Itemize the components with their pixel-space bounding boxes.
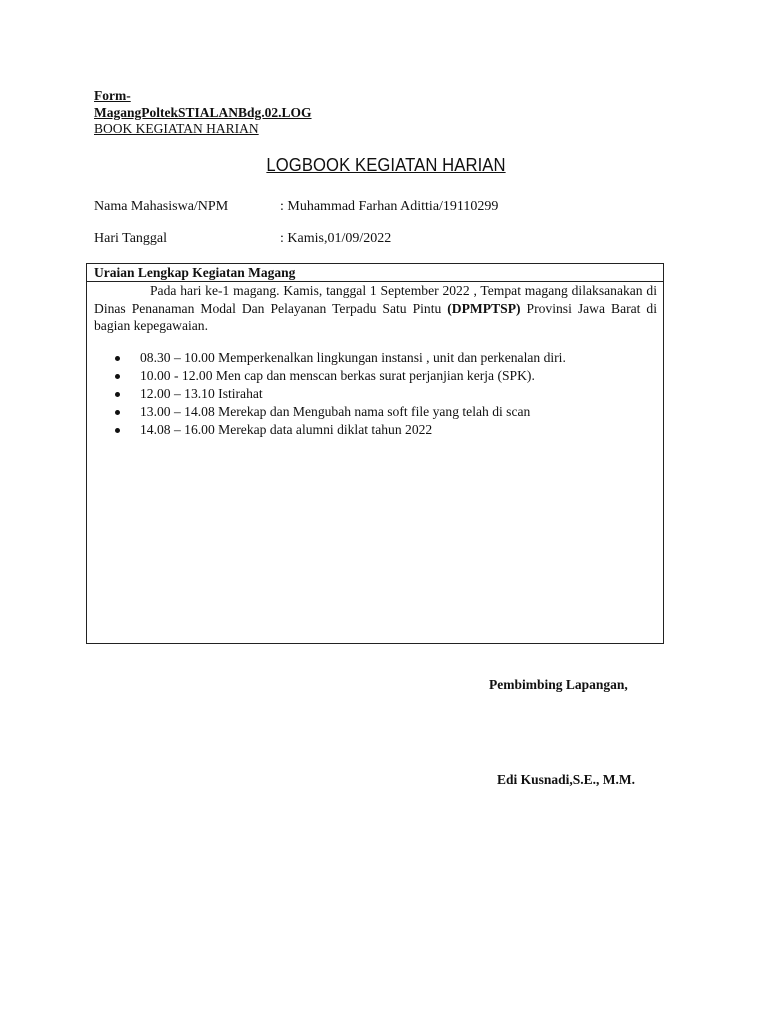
form-code-line-1: Form- bbox=[94, 88, 131, 103]
activity-description-part-2: Provinsi Jawa Barat di bagian kepegawaian. bbox=[94, 300, 658, 333]
activity-description-bold: (DPMPTSP) bbox=[447, 300, 521, 316]
bullet-icon bbox=[115, 410, 120, 415]
date-label: Hari Tanggal bbox=[94, 231, 168, 246]
activity-description bbox=[94, 282, 657, 335]
document-title: LOGBOOK KEGIATAN HARIAN bbox=[266, 154, 506, 175]
activity-item bbox=[111, 385, 657, 403]
student-value: : Muhammad Farhan Adittia/19110299 bbox=[280, 199, 499, 214]
bullet-icon bbox=[115, 428, 120, 433]
activity-description-part-1: Pada hari ke-1 magang. Kamis, tanggal 1 September 2022 , Tempat magang dilaksanakan di Dinas Penanaman Modal Dan Pelayanan Terpadu Satu Pintu bbox=[94, 283, 657, 316]
activity-item bbox=[111, 403, 657, 421]
activity-box bbox=[86, 263, 664, 644]
activity-item-text: 10.00 - 12.00 Men cap dan menscan berkas surat perjanjian kerja (SPK). bbox=[140, 368, 535, 383]
activity-item-text: 08.30 – 10.00 Memperkenalkan lingkungan instansi , unit dan perkenalan diri. bbox=[140, 350, 566, 365]
bullet-icon bbox=[115, 374, 120, 379]
signature-name: Edi Kusnadi,S.E., M.M. bbox=[497, 772, 636, 787]
activity-item bbox=[111, 421, 657, 439]
bullet-icon bbox=[115, 392, 120, 397]
student-label: Nama Mahasiswa/NPM bbox=[94, 199, 229, 214]
form-code bbox=[94, 88, 312, 138]
activity-list bbox=[111, 349, 657, 439]
activity-box-header: Uraian Lengkap Kegiatan Magang bbox=[87, 264, 663, 282]
activity-item-text: 12.00 – 13.10 Istirahat bbox=[140, 386, 263, 401]
activity-item-text: 14.08 – 16.00 Merekap data alumni diklat tahun 2022 bbox=[140, 422, 433, 437]
activity-item bbox=[111, 349, 657, 367]
activity-item bbox=[111, 367, 657, 385]
bullet-icon bbox=[115, 356, 120, 361]
signature-title: Pembimbing Lapangan, bbox=[489, 677, 628, 692]
form-code-line-3: BOOK KEGIATAN HARIAN bbox=[94, 121, 259, 136]
date-value: : Kamis,01/09/2022 bbox=[280, 231, 392, 246]
form-code-line-2: MagangPoltekSTIALANBdg.02.LOG bbox=[94, 104, 312, 120]
activity-item-text: 13.00 – 14.08 Merekap dan Mengubah nama soft file yang telah di scan bbox=[140, 404, 531, 419]
